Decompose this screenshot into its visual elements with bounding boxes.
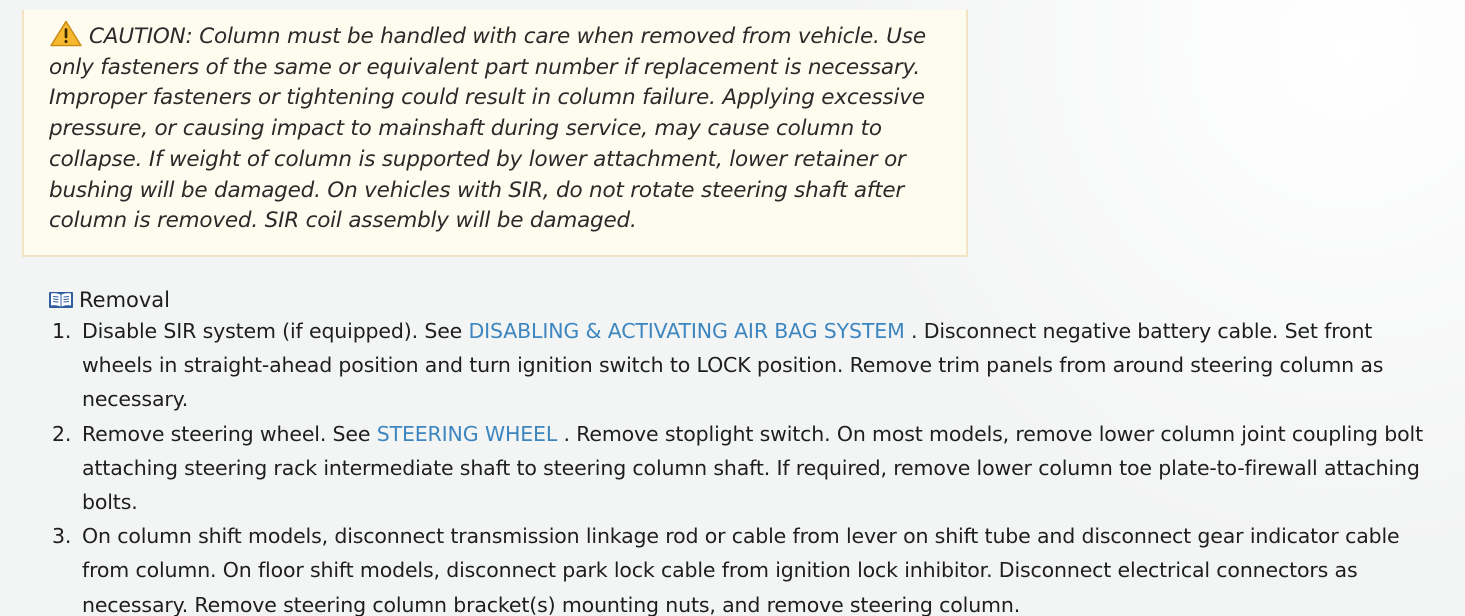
section-heading-removal [48, 286, 170, 314]
step-number: 2. [52, 421, 72, 446]
removal-steps-list [48, 314, 1448, 616]
section-title: Removal [79, 288, 171, 312]
caution-text-block [49, 20, 954, 237]
book-icon [48, 290, 74, 310]
step-text: Remove steering wheel. See [82, 421, 377, 446]
step-number: 1. [52, 319, 72, 343]
link-disabling-activating-air-bag-system[interactable]: DISABLING & ACTIVATING AIR BAG SYSTEM [468, 319, 905, 343]
list-item [48, 314, 1448, 417]
step-text: . Disconnect negative battery cable. Set front wheels in straight-ahead position and turn ignition switch to LOCK position. Remove trim panels from around steering column as necessary. [82, 319, 1384, 412]
list-item [48, 519, 1448, 616]
warning-triangle-icon [49, 20, 83, 47]
step-text: . Remove stoplight switch. On most models, remove lower column joint coupling bolt attaching steering rack intermediate shaft to steering column shaft. If required, remove lower column toe plate-to-firewall attaching bolts. [82, 421, 1423, 515]
step-number: 3. [52, 524, 72, 549]
caution-box [22, 10, 968, 257]
link-steering-wheel[interactable]: STEERING WHEEL [376, 421, 558, 446]
list-item [48, 417, 1448, 520]
caution-text: CAUTION: Column must be handled with care when removed from vehicle. Use only fasteners of the same or equivalent part number if replacement is necessary. Improper fasteners or tightening could result in column failure. Applying excessive pressure, or causing impact to mainshaft during service, may cause column to collapse. If weight of column is supported by lower attachment, lower retainer or bushing will be damaged. On vehicles with SIR, do not rotate steering shaft after column is removed. SIR coil assembly will be damaged. [49, 24, 926, 234]
step-text: On column shift models, disconnect transmission linkage rod or cable from lever on shift tube and disconnect gear indicator cable from column. On floor shift models, disconnect park lock cable from ignition lock inhibitor. Disconnect electrical connectors as necessary. Remove steering column bracket(s) mounting nuts, and remove steering column. [82, 524, 1400, 616]
step-text: Disable SIR system (if equipped). See [82, 319, 469, 343]
